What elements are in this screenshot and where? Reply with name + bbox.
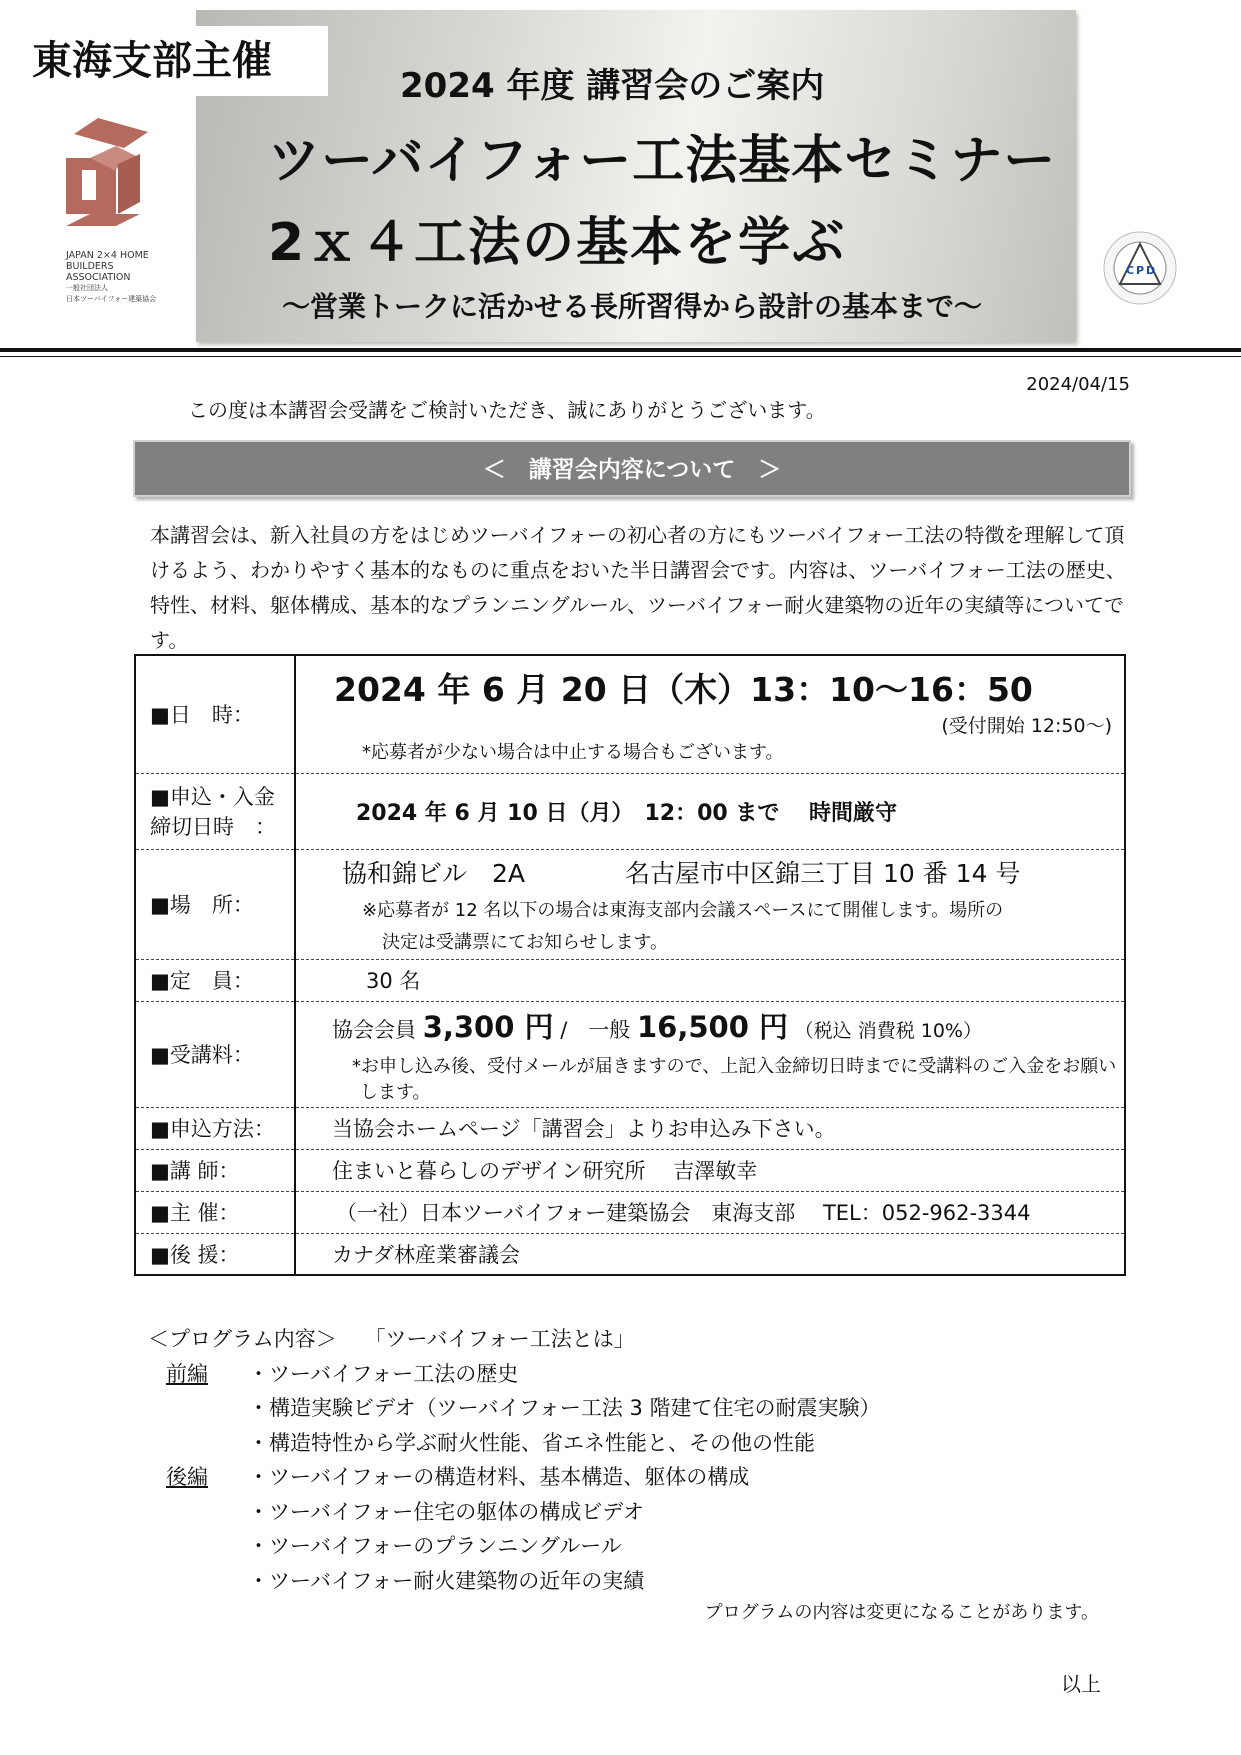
list-item	[148, 1564, 881, 1599]
date-label: ■日 時：	[135, 655, 295, 773]
program-section	[148, 1322, 881, 1598]
cpd-letter: C	[1126, 264, 1135, 277]
organizer-value: （一社）日本ツーバイフォー建築協会 東海支部 TEL：052-962-3344	[336, 1201, 1031, 1225]
table-row	[135, 1191, 1125, 1233]
fee-member: 3,300 円	[422, 1009, 554, 1044]
lecturer-value: 住まいと暮らしのデザイン研究所 吉澤敏幸	[332, 1159, 758, 1183]
list-item	[148, 1460, 881, 1495]
header-divider-thin	[0, 356, 1241, 357]
cpd-letter: P	[1136, 264, 1145, 277]
capacity-value: 30 名	[366, 969, 421, 993]
issue-date: 2024/04/15	[1026, 374, 1130, 395]
support-value: カナダ林産業審議会	[332, 1242, 520, 1267]
list-item	[148, 1495, 881, 1530]
reception-time: (受付開始 12:50～)	[941, 715, 1112, 738]
host-label: 東海支部主催	[22, 26, 328, 96]
cpd-badge-icon	[1102, 230, 1178, 306]
fee-separator: / 一般	[560, 1017, 631, 1042]
fee-member-label: 協会会員	[332, 1017, 416, 1042]
program-item: ・ツーバイフォー工法の歴史	[248, 1361, 519, 1386]
greeting: この度は本講習会受講をご検討いただき、誠にありがとうございます。	[188, 398, 826, 422]
method-label: ■申込方法：	[135, 1107, 295, 1149]
date-note: *応募者が少ない場合は中止する場合もございます。	[362, 742, 784, 764]
place-note-2: 決定は受講票にてお知らせします。	[382, 932, 669, 953]
place-value: 協和錦ビル 2A 名古屋市中区錦三丁目 10 番 14 号	[342, 859, 1021, 888]
table-row	[135, 655, 1125, 773]
place-note: ※応募者が 12 名以下の場合は東海支部内会議スペースにて開催します。場所の	[362, 900, 1004, 921]
place-cell	[295, 849, 1125, 959]
section-title: ＜ 講習会内容について ＞	[133, 440, 1131, 497]
info-table	[134, 654, 1126, 1276]
closing-text: 以上	[1061, 1672, 1101, 1696]
fee-tax: （税込 消費税 10%）	[794, 1019, 982, 1042]
logo-text-jp: 一般社団法人	[66, 284, 108, 292]
fee-cell	[295, 1001, 1125, 1107]
fee-label: ■受講料：	[135, 1001, 295, 1107]
program-item: ・ツーバイフォー住宅の躯体の構成ビデオ	[248, 1499, 644, 1524]
support-label: ■後 援：	[135, 1233, 295, 1275]
logo-text-line: ASSOCIATION	[66, 272, 131, 283]
table-row	[135, 773, 1125, 849]
header-divider	[0, 348, 1241, 352]
logo-text	[66, 250, 176, 305]
logo-text-line: BUILDERS	[66, 261, 114, 272]
association-logo-icon	[60, 118, 170, 228]
program-item: ・ツーバイフォー耐火建築物の近年の実績	[248, 1568, 645, 1593]
fee-general: 16,500 円	[636, 1009, 788, 1044]
part2-label: 後編	[166, 1465, 208, 1489]
lecturer-label: ■講 師：	[135, 1149, 295, 1191]
date-value: 2024 年 6 月 20 日（木）13：10～16：50	[334, 670, 1033, 710]
table-row	[135, 1233, 1125, 1275]
table-row	[135, 1107, 1125, 1149]
table-row	[135, 1001, 1125, 1107]
seminar-subtitle: ～営業トークに活かせる長所習得から設計の基本まで～	[282, 290, 983, 323]
place-label: ■場 所：	[135, 849, 295, 959]
method-value: 当協会ホームページ「講習会」よりお申込み下さい。	[332, 1117, 836, 1141]
program-item: ・構造実験ビデオ（ツーバイフォー工法 3 階建て住宅の耐震実験）	[248, 1396, 881, 1420]
list-item	[148, 1391, 881, 1426]
deadline-label	[135, 773, 295, 849]
capacity-label: ■定 員：	[135, 959, 295, 1001]
deadline-label-line: 締切日時 ：	[150, 815, 276, 839]
cpd-letter: D	[1146, 264, 1156, 277]
seminar-title-2: 2ｘ４工法の基本を学ぶ	[268, 213, 847, 273]
list-item	[148, 1357, 881, 1392]
program-item: ・構造特性から学ぶ耐火性能、省エネ性能と、その他の性能	[248, 1430, 815, 1455]
table-row	[135, 849, 1125, 959]
deadline-label-line: ■申込・入金	[150, 785, 275, 809]
seminar-title: ツーバイフォー工法基本セミナー	[268, 131, 1057, 191]
program-item: ・ツーバイフォーのプランニングルール	[248, 1534, 622, 1558]
program-heading: ＜プログラム内容＞ 「ツーバイフォー工法とは」	[148, 1327, 635, 1351]
intro-paragraph: 本講習会は、新入社員の方をはじめツーバイフォーの初心者の方にもツーバイフォー工法の特徴を理解して頂けるよう、わかりやすく基本的なものに重点をおいた半日講習会です。内容は、ツーバイフォー工法の歴史、特性、材料、躯体構成、基本的なプランニングルール、ツーバイフォー耐火建築物の近年の実績等についてです。	[150, 523, 1126, 652]
table-row	[135, 1149, 1125, 1191]
date-cell	[295, 655, 1125, 773]
program-note: プログラムの内容は変更になることがあります。	[704, 1602, 1099, 1623]
list-item	[148, 1529, 881, 1564]
program-item: ・ツーバイフォーの構造材料、基本構造、躯体の構成	[248, 1465, 750, 1489]
deadline-value: 2024 年 6 月 10 日（月） 12：00 まで 時間厳守	[356, 800, 897, 826]
logo-text-line: JAPAN 2×4 HOME	[66, 250, 149, 261]
fee-note: *お申し込み後、受付メールが届きますので、上記入金締切日時までに受講料のご入金をお願いします。	[352, 1055, 1117, 1103]
logo-text-jp: 日本ツーバイフォー建築協会	[66, 295, 157, 303]
part1-label: 前編	[166, 1361, 208, 1386]
organizer-label: ■主 催：	[135, 1191, 295, 1233]
list-item	[148, 1426, 881, 1461]
event-year: 2024 年度 講習会のご案内	[400, 66, 825, 106]
table-row	[135, 959, 1125, 1001]
